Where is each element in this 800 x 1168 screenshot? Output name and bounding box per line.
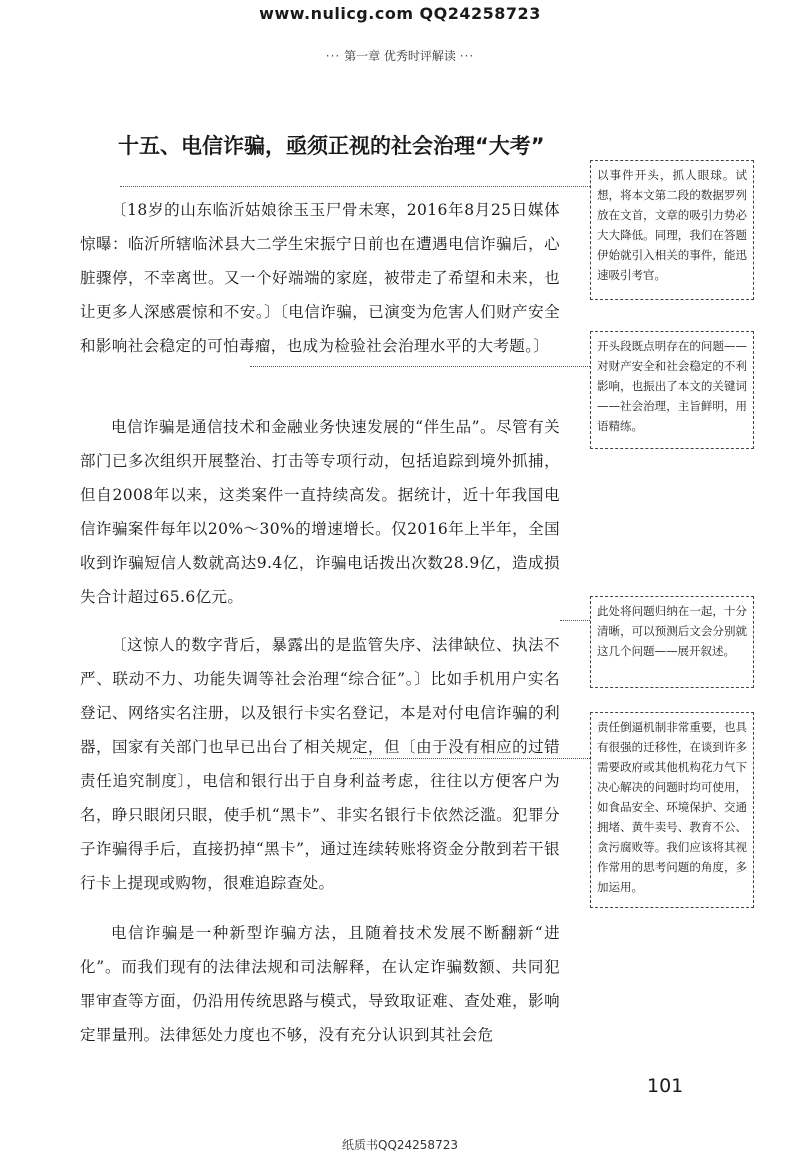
paragraph-text: 〔这惊人的数字背后，暴露出的是监管失序、法律缺位、执法不严、联动不力、功能失调等社会治理“综合征”。〕比如手机用户实名登记、网络实名注册，以及银行卡实名登记，本是对付电信诈骗的利器，国家有关部门也早已出台了相关规定，但〔由于没有相应的过错责任追究制度〕，电信和银行出于自身利益考虑，往往以方便客户为名，睁只眼闭只眼，使手机“黑卡”、非实名银行卡依然泛滥。犯罪分子诈骗得手后，直接扔掉“黑卡”，通过连续转账将资金分散到若干银行卡上提现或购物，很难追踪查处。 [80,636,560,892]
header-dots-right: ··· [459,49,475,63]
note-leader-2 [250,366,590,367]
note-leader-1 [120,186,590,187]
chapter-title: 第一章 优秀时评解读 [344,49,456,63]
paragraph-3 [80,628,560,900]
paragraph-text: 电信诈骗是一种新型诈骗方法，且随着技术发展不断翻新“进化”。而我们现有的法律法规和司法解释，在认定诈骗数额、共同犯罪审查等方面，仍沿用传统思路与模式，导致取证难、查处难，影响定罪量刑。法律惩处力度也不够，没有充分认识到其社会危 [80,924,560,1044]
paragraph-text: 电信诈骗是通信技术和金融业务快速发展的“伴生品”。尽管有关部门已多次组织开展整治、打击等专项行动，包括追踪到境外抓捕，但自2008年以来，这类案件一直持续高发。据统计，近十年我国电信诈骗案件每年以20%～30%的增速增长。仅2016年上半年，全国收到诈骗短信人数就高达9.4亿，诈骗电话拨出次数28.9亿，造成损失合计超过65.6亿元。 [80,418,560,606]
margin-note-2: 开头段既点明存在的问题——对财产安全和社会稳定的不利影响，也振出了本文的关键词——社会治理，主旨鲜明，用语精练。 [590,331,754,449]
paragraph-4 [80,916,560,1052]
chapter-header [0,47,800,64]
margin-note-3: 此处将问题归纳在一起，十分清晰，可以预测后文会分别就这几个问题——展开叙述。 [590,596,754,688]
watermark-bottom: 纸质书QQ24258723 [342,1138,458,1152]
paragraph-1 [80,193,560,363]
note-leader-3 [560,620,590,621]
margin-note-1: 以事件开头，抓人眼球。试想，将本文第二段的数据罗列放在文首，文章的吸引力势必大大降低。同理，我们在答题伊始就引入相关的事件，能迅速吸引考官。 [590,160,754,300]
paragraph-2 [80,410,560,614]
watermark-top: www.nulicg.com QQ24258723 [259,4,541,23]
paragraph-text: 〔18岁的山东临沂姑娘徐玉玉尸骨未寒，2016年8月25日媒体惊曝：临沂所辖临沭县大二学生宋振宁日前也在遭遇电信诈骗后，心脏骤停，不幸离世。又一个好端端的家庭，被带走了希望和未来，也让更多人深感震惊和不安。〕〔电信诈骗，已演变为危害人们财产安全和影响社会稳定的可怕毒瘤，也成为检验社会治理水平的大考题。〕 [80,201,560,355]
header-dots-left: ··· [325,49,341,63]
margin-note-4: 责任倒逼机制非常重要，也具有很强的迁移性，在谈到许多需要政府或其他机构花力气下决心解决的问题时均可使用，如食品安全、环境保护、交通拥堵、黄牛卖号、教育不公、贪污腐败等。我们应该将其视作常用的思考问题的角度，多加运用。 [590,712,754,908]
page-number: 101 [647,1075,684,1097]
note-leader-4 [350,758,590,759]
section-title: 十五、电信诈骗，亟须正视的社会治理“大考” [118,134,545,158]
